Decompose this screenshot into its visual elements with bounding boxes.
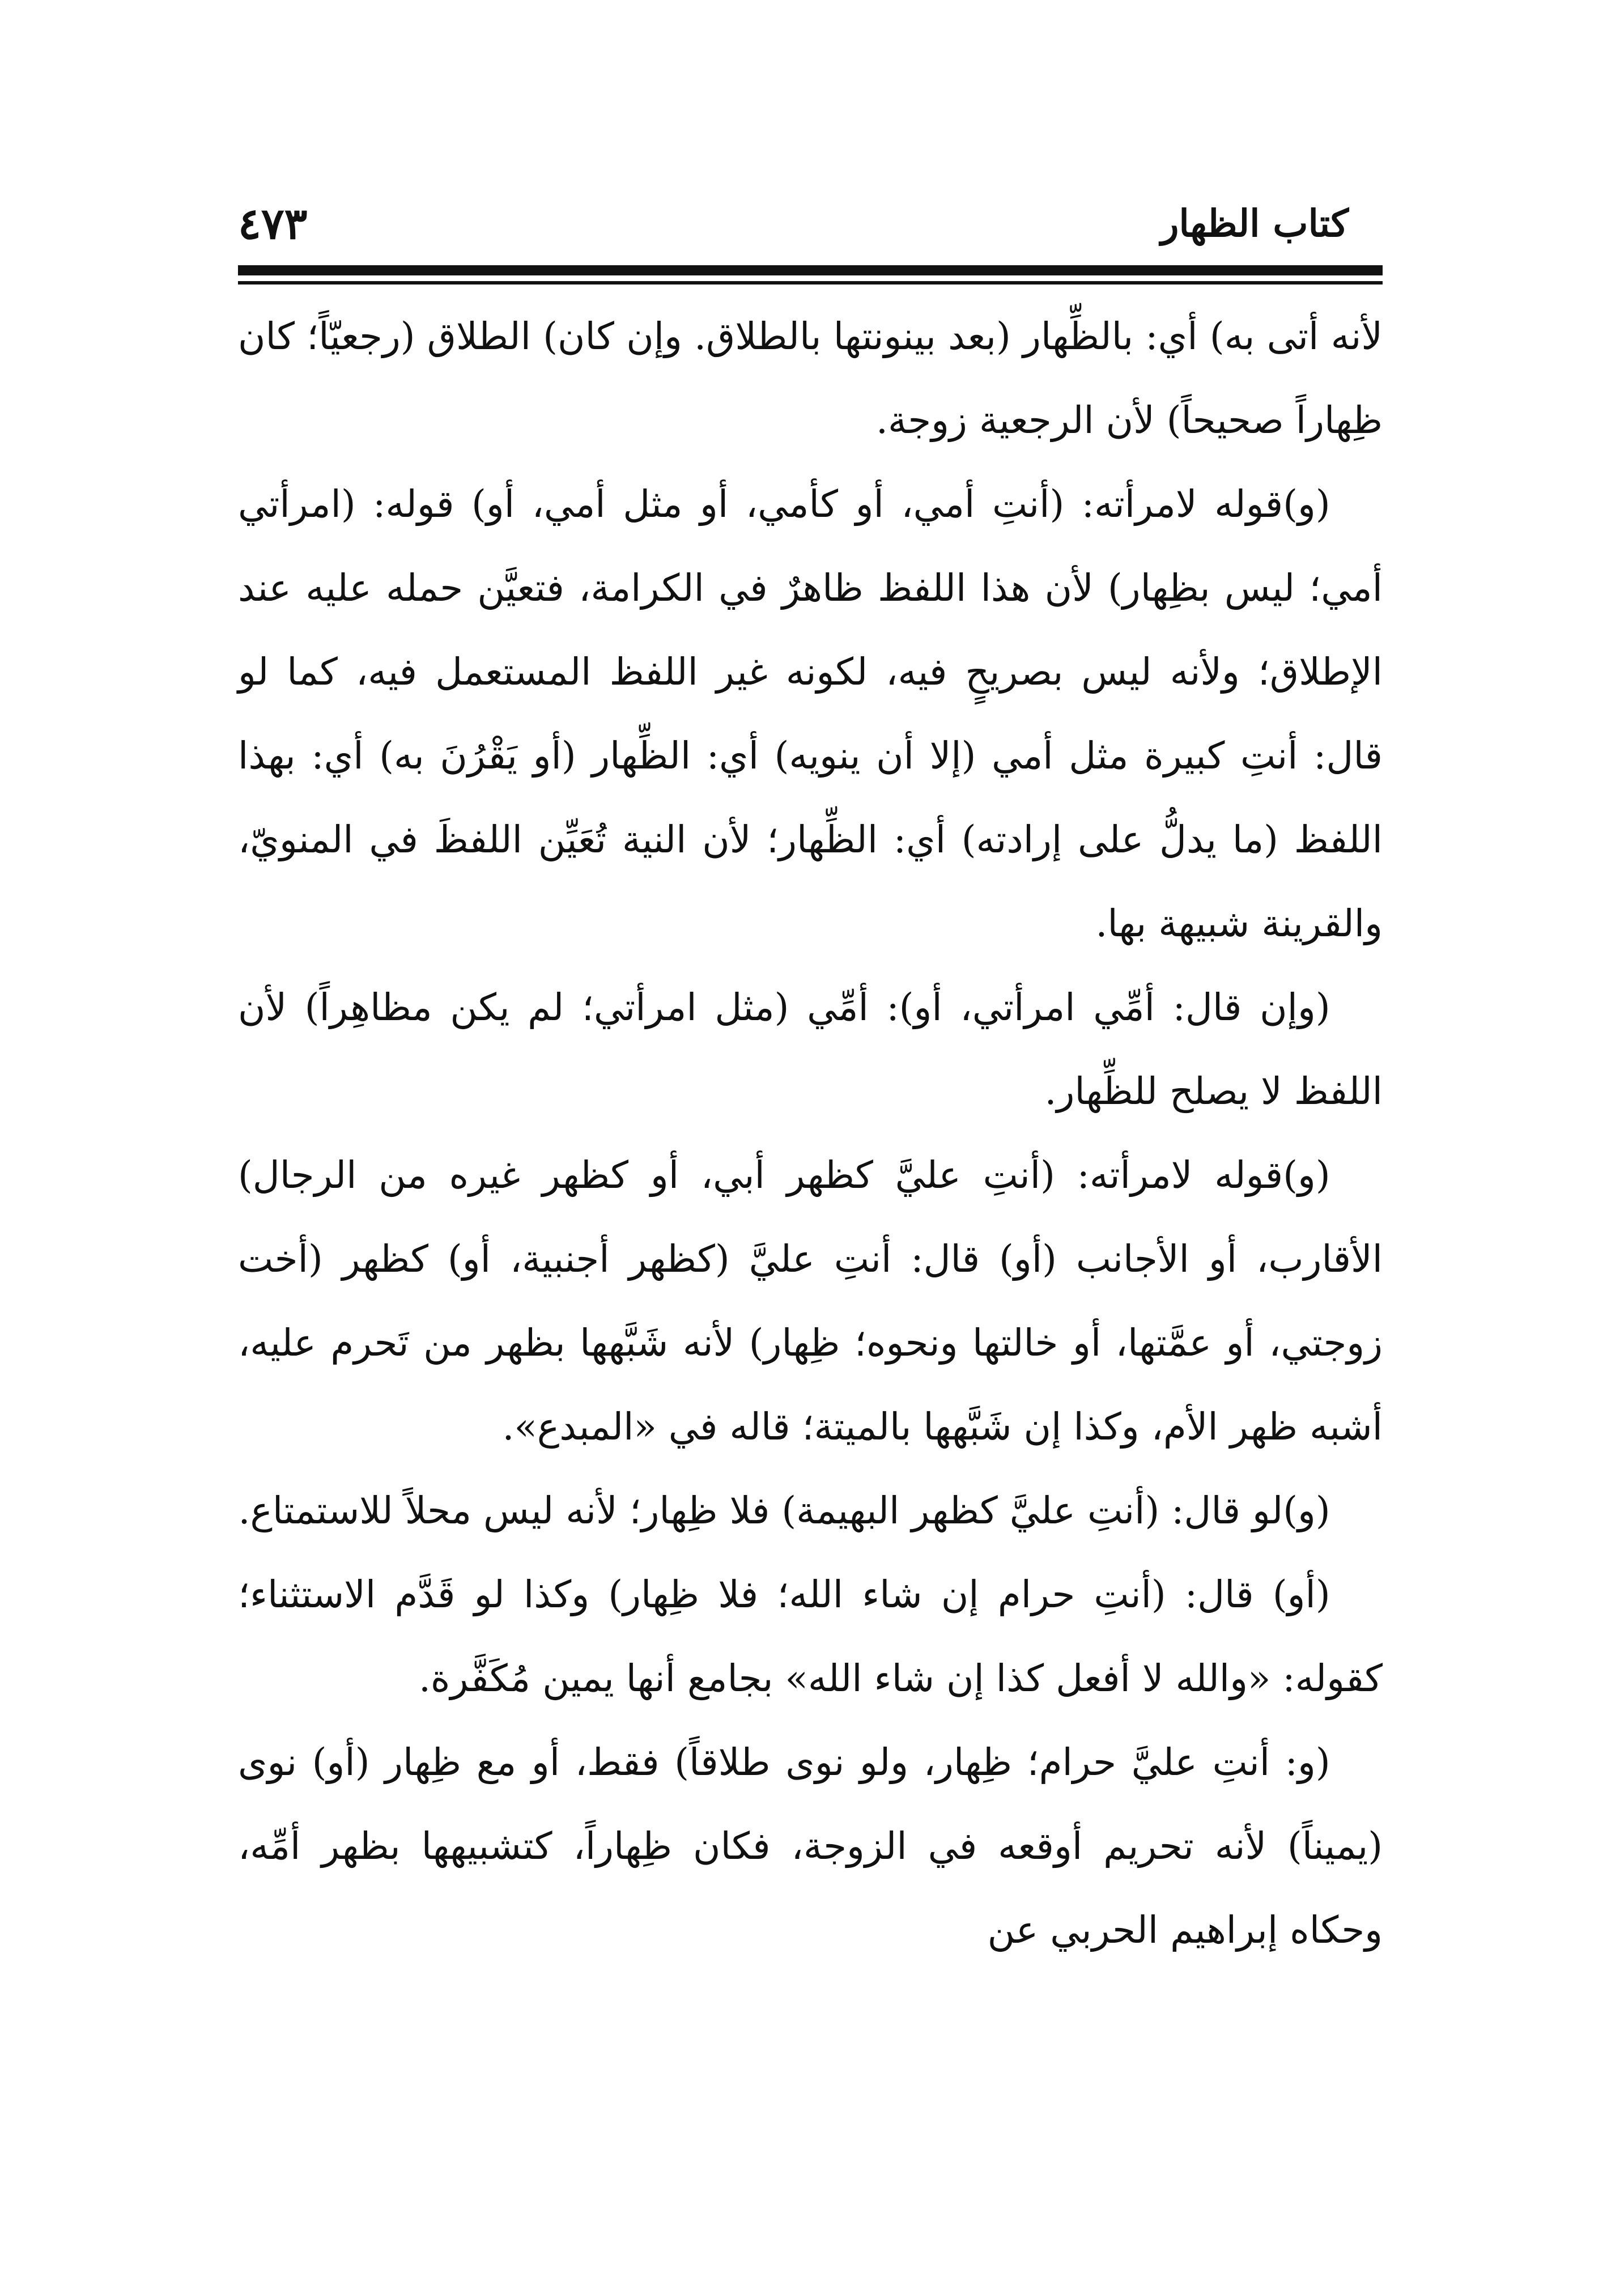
paragraph: (و)لو قال: (أنتِ عليَّ كظهر البهيمة) فلا ظِهار؛ لأنه ليس محلاً للاستمتاع. xyxy=(238,1489,1330,1532)
body-text xyxy=(238,295,1383,1972)
header-rule-thin xyxy=(238,281,1383,284)
paragraph: (أو) قال: (أنتِ حرام إن شاء الله؛ فلا ظِهار) وكذا لو قَدَّم الاستثناء؛ كقوله: «والله لا أفعل كذا إن شاء الله» بجامع أنها يمين مُكَفَّرة. xyxy=(238,1573,1383,1700)
paragraph: (و)قوله لامرأته: (أنتِ عليَّ كظهر أبي، أو كظهر غيره من الرجال) الأقارب، أو الأجانب (أو) قال: أنتِ عليَّ (كظهر أجنبية، أو) كظهر (أخت زوجتي، أو عمَّتها، أو خالتها ونحوه؛ ظِهار) لأنه شَبَّهها بظهر من تَحرم عليه، أشبه ظهر الأم، وكذا إن شَبَّهها بالميتة؛ قاله في «المبدع». xyxy=(238,1153,1383,1449)
running-title: كتاب الظهار xyxy=(1160,201,1349,245)
header-rule-thick xyxy=(238,265,1383,275)
paragraph: (و)قوله لامرأته: (أنتِ أمي، أو كأمي، أو مثل أمي، أو) قوله: (امرأتي أمي؛ ليس بظِهار) لأن هذا اللفظ ظاهرٌ في الكرامة، فتعيَّن حمله عليه عند الإطلاق؛ ولأنه ليس بصريحٍ فيه، لكونه غير اللفظ المستعمل فيه، كما لو قال: أنتِ كبيرة مثل أمي (إلا أن ينويه) أي: الظِّهار (أو يَقْرُنَ به) أي: بهذا اللفظ (ما يدلُّ على إرادته) أي: الظِّهار؛ لأن النية تُعَيِّن اللفظَ في المنويّ، والقرينة شبيهة بها. xyxy=(238,482,1383,945)
paragraph: لأنه أتى به) أي: بالظِّهار (بعد بينونتها بالطلاق. وإن كان) الطلاق (رجعيّاً؛ كان ظِهاراً صحيحاً) لأن الرجعية زوجة. xyxy=(238,315,1383,442)
paragraph: (و: أنتِ عليَّ حرام؛ ظِهار، ولو نوى طلاقاً) فقط، أو مع ظِهار (أو) نوى (يميناً) لأنه تحريم أوقعه في الزوجة، فكان ظِهاراً، كتشبيهها بظهر أمِّه، وحكاه إبراهيم الحربي عن xyxy=(238,1740,1383,1952)
paragraph: (وإن قال: أمِّي امرأتي، أو): أمِّي (مثل امرأتي؛ لم يكن مظاهِراً) لأن اللفظ لا يصلح للظِّهار. xyxy=(238,986,1383,1113)
page-number: ٤٧٣ xyxy=(238,198,308,249)
page-header xyxy=(238,187,1383,261)
